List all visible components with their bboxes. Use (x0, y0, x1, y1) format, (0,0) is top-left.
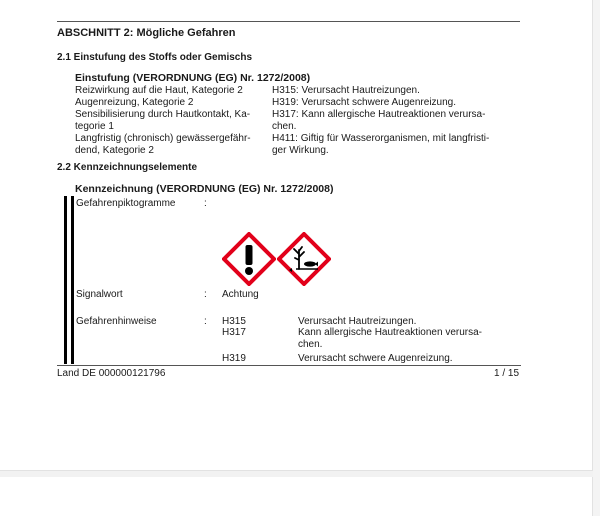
classification-line: tegorie 1 (75, 121, 114, 132)
footer-rule (57, 365, 521, 366)
footer-page-number: 1 / 15 (494, 368, 520, 379)
hazard-code: H319 (222, 353, 246, 364)
classification-line: Reizwirkung auf die Haut, Kategorie 2 (75, 85, 243, 96)
header-rule (57, 21, 520, 22)
classification-line: dend, Kategorie 2 (75, 145, 154, 156)
classification-line: Augenreizung, Kategorie 2 (75, 97, 194, 108)
classification-line: Sensibilisierung durch Hautkontakt, Ka- (75, 109, 251, 120)
signal-word-value: Achtung (222, 289, 259, 300)
hazard-code: H315 (222, 316, 246, 327)
revision-bar-outer (64, 196, 67, 364)
next-document-page (0, 477, 593, 516)
hazard-text: Verursacht Hautreizungen. (298, 316, 417, 327)
classification-subtitle: Einstufung (VERORDNUNG (EG) Nr. 1272/2008) (75, 72, 311, 84)
environment-icon (277, 232, 331, 286)
hazard-text: Verursacht schwere Augenreizung. (298, 353, 453, 364)
hazard-statements-label: Gefahrenhinweise (76, 316, 157, 327)
hazard-statement-line: H317: Kann allergische Hautreaktionen verursa- (272, 109, 486, 120)
revision-bar-inner (71, 196, 74, 364)
hazard-text: Kann allergische Hautreaktionen verursa- (298, 327, 482, 338)
section-title: ABSCHNITT 2: Mögliche Gefahren (57, 27, 236, 39)
subsection-2-2-title: 2.2 Kennzeichnungselemente (57, 162, 198, 173)
subsection-2-1-title: 2.1 Einstufung des Stoffs oder Gemischs (57, 52, 253, 63)
signal-word-label: Signalwort (76, 289, 123, 300)
hazard-code: H317 (222, 327, 246, 338)
pictograms-colon: : (204, 198, 207, 209)
hazard-statement-line: H411: Giftig für Wasserorganismen, mit langfristi- (272, 133, 490, 144)
labelling-subtitle: Kennzeichnung (VERORDNUNG (EG) Nr. 1272/2008) (75, 183, 334, 195)
hazard-statement-line: chen. (272, 121, 297, 132)
hazard-statement-line: H315: Verursacht Hautreizungen. (272, 85, 420, 96)
hazard-statement-line: ger Wirkung. (272, 145, 329, 156)
classification-line: Langfristig (chronisch) gewässergefähr- (75, 133, 251, 144)
pictograms-label: Gefahrenpiktogramme (76, 198, 176, 209)
hazard-statements-colon: : (204, 316, 207, 327)
hazard-statement-line: H319: Verursacht schwere Augenreizung. (272, 97, 456, 108)
exclamation-mark-icon (222, 232, 276, 286)
hazard-text: chen. (298, 339, 323, 350)
scrollbar[interactable] (593, 0, 600, 516)
footer-document-id: Land DE 000000121796 (57, 368, 166, 379)
signal-word-colon: : (204, 289, 207, 300)
